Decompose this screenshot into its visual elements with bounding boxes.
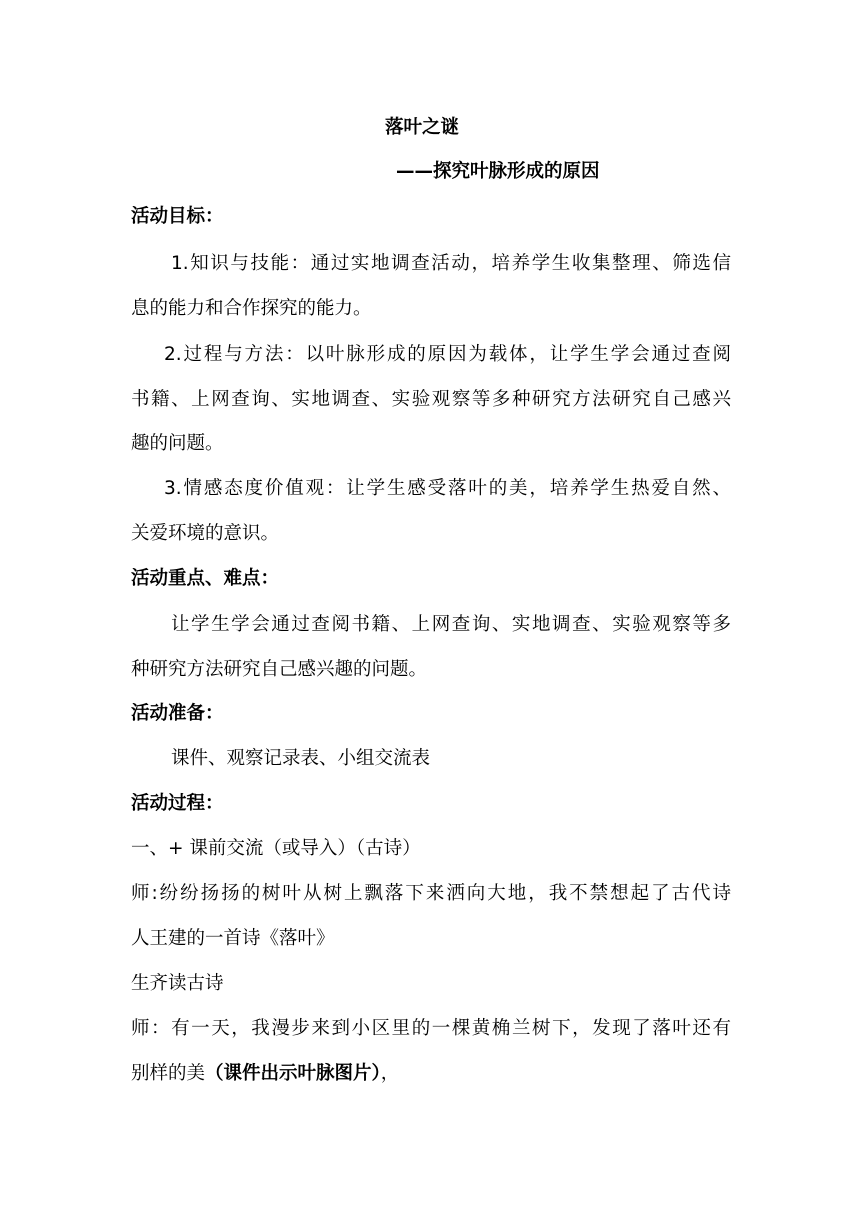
- goals-heading: 活动目标：: [131, 206, 224, 227]
- process-heading: 活动过程：: [131, 793, 224, 814]
- preparation-line: 课件、观察记录表、小组交流表: [171, 748, 431, 769]
- document-title: 落叶之谜: [385, 117, 460, 138]
- document-subtitle: ——探究叶脉形成的原因: [396, 161, 600, 182]
- key-points-line-1: 让学生学会通过查阅书籍、上网查询、实地调查、实验观察等多: [171, 614, 731, 635]
- teacher-line-2: 人王建的一首诗《落叶》: [131, 928, 335, 949]
- preparation-heading: 活动准备：: [131, 703, 224, 724]
- teacher-line-4-text: 别样的美: [131, 1063, 206, 1084]
- goal-1-line-2: 息的能力和合作探究的能力。: [131, 298, 372, 319]
- teacher-line-1: 师:纷纷扬扬的树叶从树上飘落下来洒向大地，我不禁想起了古代诗: [131, 883, 731, 904]
- goal-3-line-1: 3.情感态度价值观：让学生感受落叶的美，培养学生热爱自然、: [164, 478, 731, 499]
- goal-1-line-1: 1.知识与技能：通过实地调查活动，培养学生收集整理、筛选信: [171, 253, 731, 274]
- goal-2-line-1: 2.过程与方法：以叶脉形成的原因为载体，让学生学会通过查阅: [164, 344, 731, 365]
- teacher-line-4-punct: ，: [380, 1063, 400, 1084]
- goal-3-line-2: 关爱环境的意识。: [131, 523, 280, 544]
- teacher-line-3: 师：有一天，我漫步来到小区里的一棵黄桷兰树下，发现了落叶还有: [131, 1018, 731, 1039]
- key-points-heading: 活动重点、难点：: [131, 568, 280, 589]
- courseware-note: （课件出示叶脉图片）: [205, 1063, 381, 1084]
- process-step-1: 一、+ 课前交流（或导入）（古诗）: [131, 838, 421, 859]
- teacher-line-4: [131, 1061, 399, 1087]
- goal-2-line-2: 书籍、上网查询、实地调查、实验观察等多种研究方法研究自己感兴: [131, 389, 731, 410]
- goal-2-line-3: 趣的问题。: [131, 433, 224, 454]
- students-reading: 生齐读古诗: [131, 973, 224, 994]
- key-points-line-2: 种研究方法研究自己感兴趣的问题。: [131, 659, 428, 680]
